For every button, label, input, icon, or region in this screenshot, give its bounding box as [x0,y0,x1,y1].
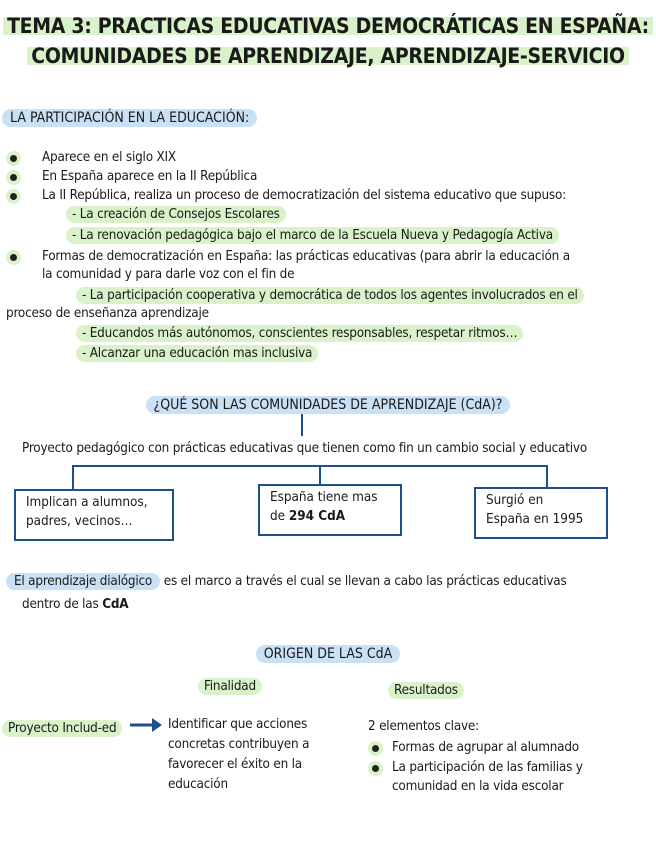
cda-definition: Proyecto pedagógico con prácticas educativas que tienen como fin un cambio social y educativo [22,441,587,456]
page-title-line1: TEMA 3: PRACTICAS EDUCATIVAS DEMOCRÁTICAS EN ESPAÑA: [0,12,656,40]
sub-educandos: - Educandos más autónomos, conscientes responsables, respetar ritmos… [76,325,523,342]
section-heading-cda: ¿QUÉ SON LAS COMUNIDADES DE APRENDIZAJE (CdA)? [0,396,656,414]
resultados-familias-l2: comunidad en la vida escolar [392,779,564,794]
tree-branch-right [546,465,548,488]
resultados-agrupar: Formas de agrupar al alumnado [392,740,579,755]
proyecto-includ-ed: Proyecto Includ-ed [2,720,122,737]
label-resultados: Resultados [388,682,464,699]
bullet-dot [10,254,17,261]
finalidad-l4: educación [168,777,228,792]
page-title-line2: COMUNIDADES DE APRENDIZAJE, APRENDIZAJE-SERVICIO [0,42,656,70]
finalidad-l1: Identificar que acciones [168,717,308,732]
dialogico-line1: El aprendizaje dialógico es el marco a través el cual se llevan a cabo las prácticas educativas [6,573,567,590]
sub-inclusiva: - Alcanzar una educación mas inclusiva [76,345,318,362]
resultados-intro: 2 elementos clave: [368,719,479,734]
tree-branch-left [72,465,74,490]
finalidad-l3: favorecer el éxito en la [168,757,302,772]
bullet-siglo: Aparece en el siglo XIX [42,150,176,165]
resultados-familias-l1: La participación de las familias y [392,760,583,775]
bullet-dot [10,193,17,200]
bullet-formas-l2: la comunidad y para darle voz con el fin de [42,267,295,282]
sub-participacion-l2: proceso de enseñanza aprendizaje [6,306,209,321]
bullet-formas-l1: Formas de democratización en España: las prácticas educativas (para abrir la educación a [42,249,570,264]
bullet-dot [10,174,17,181]
dialogico-line2: dentro de las CdA [22,597,129,612]
connector-line [301,414,303,436]
cda-box-implican: Implican a alumnos, padres, vecinos… [14,489,174,541]
sub-participacion-l1: - La participación cooperativa y democrática de todos los agentes involucrados en el [76,287,584,304]
arrow-right-icon [128,716,164,734]
cda-box-espana: España tiene mas de 294 CdA [258,484,402,536]
tree-branch-middle [319,465,321,485]
bullet-republica: La II República, realiza un proceso de democratización del sistema educativo que supuso: [42,188,567,203]
cda-box-surgio: Surgió en España en 1995 [474,487,608,539]
bullet-dot [10,155,17,162]
bullet-espana: En España aparece en la II República [42,169,258,184]
section-heading-participacion: LA PARTICIPACIÓN EN LA EDUCACIÓN: [2,109,257,127]
bullet-dot [372,745,379,752]
sub-renovacion: - La renovación pedagógica bajo el marco de la Escuela Nueva y Pedagogía Activa [66,227,559,244]
label-finalidad: Finalidad [198,678,262,695]
finalidad-l2: concretas contribuyen a [168,737,310,752]
sub-consejos: - La creación de Consejos Escolares [66,206,286,223]
tree-horizontal-line [72,465,548,467]
bullet-dot [372,765,379,772]
section-heading-origen: ORIGEN DE LAS CdA [0,645,656,663]
